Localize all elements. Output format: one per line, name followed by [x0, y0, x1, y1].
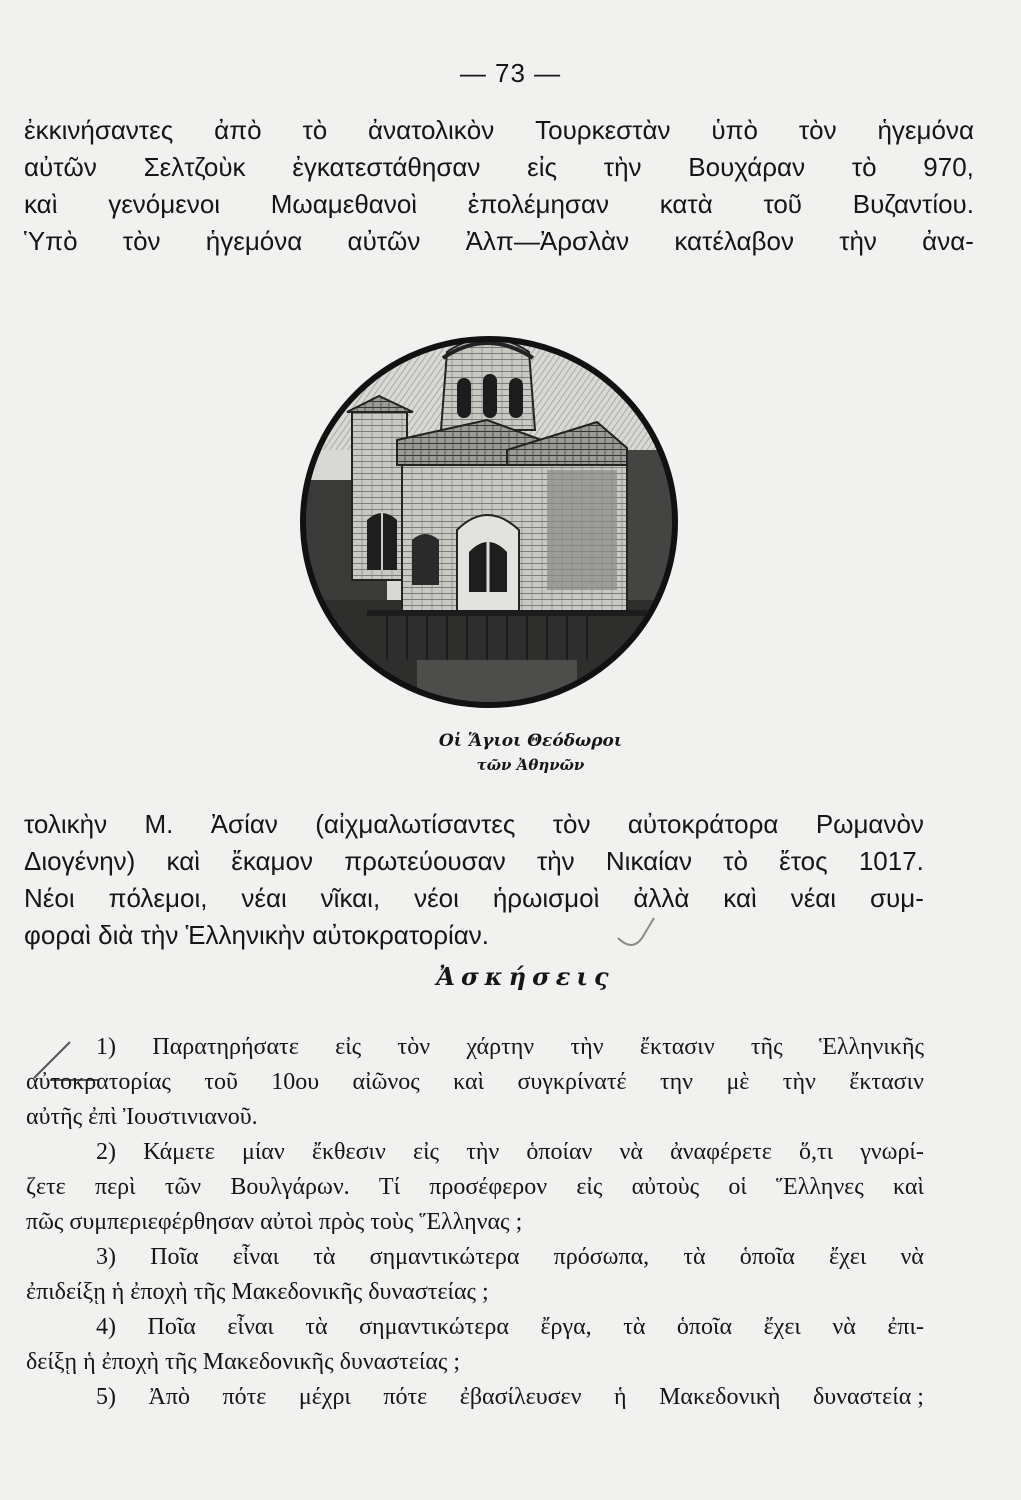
- word: τὸ: [851, 152, 877, 182]
- word: Μωαμεθανοὶ: [270, 189, 418, 219]
- word: τὸ: [302, 115, 328, 145]
- word: δυναστεία ;: [812, 1384, 924, 1410]
- word: 970,: [923, 152, 974, 182]
- word: αὐτοὺς: [631, 1174, 700, 1200]
- text-line: [24, 186, 974, 223]
- word: ζετε: [26, 1174, 66, 1200]
- word: Νέοι: [24, 883, 75, 913]
- word: σημαντικώτερα: [369, 1244, 520, 1270]
- word: ἀναφέρετε: [670, 1139, 772, 1165]
- text-line: [24, 223, 974, 260]
- word: ἡρωισμοὶ: [492, 883, 600, 913]
- word: ἀπὸ: [214, 115, 262, 145]
- word: ἔκθεσιν: [311, 1139, 386, 1165]
- word: τὸν: [798, 115, 837, 145]
- word: τοῦ: [204, 1069, 238, 1095]
- word: χάρτην: [466, 1034, 535, 1060]
- word: εἰς: [576, 1174, 603, 1200]
- word: αὐτοκράτορα: [627, 809, 779, 839]
- word: συγκρίνατέ: [517, 1069, 627, 1095]
- word: κατέλαβον: [674, 226, 794, 256]
- word: καὶ: [892, 1174, 924, 1200]
- word: 5): [96, 1384, 116, 1410]
- word: τὰ: [305, 1314, 328, 1340]
- word: Ἀπὸ: [148, 1384, 190, 1410]
- word: ἡ: [614, 1384, 627, 1410]
- word: Τί: [378, 1174, 401, 1200]
- word: συμ-: [870, 883, 924, 913]
- word: καὶ: [166, 846, 201, 876]
- word: τῆς: [750, 1034, 783, 1060]
- word: σημαντικώτερα: [359, 1314, 509, 1340]
- word: εἰς: [413, 1139, 440, 1165]
- word: δείξῃ ἡ ἐποχὴ τῆς Μακεδονικῆς δυναστείας ;: [26, 1349, 461, 1375]
- word: τὴν: [466, 1139, 500, 1165]
- word: Σελτζοὺκ: [143, 152, 246, 182]
- word: ὁποῖα: [676, 1314, 733, 1340]
- word: νέαι: [241, 883, 287, 913]
- word: μίαν: [241, 1139, 285, 1165]
- word: αὐτοκρατορίας: [26, 1069, 171, 1095]
- exercises-title: Ἀσκήσεις: [436, 962, 615, 991]
- word: τὸν: [397, 1034, 431, 1060]
- text-line: [24, 149, 974, 186]
- word: ἡγεμόνα: [877, 115, 974, 145]
- word: εἶναι: [227, 1314, 274, 1340]
- word: ὁποίαν: [526, 1139, 593, 1165]
- caption-line-1: Οἱ Ἅγιοι Θεόδωροι: [438, 731, 623, 751]
- word: νὰ: [619, 1139, 643, 1165]
- word: Τουρκεστὰν: [535, 115, 671, 145]
- word: Ὑπὸ: [24, 226, 78, 256]
- word: τὰ: [623, 1314, 646, 1340]
- word: Ποῖα: [150, 1244, 199, 1270]
- text-line: [24, 806, 924, 843]
- word: τοῦ: [763, 189, 803, 219]
- word: ὅ,τι: [798, 1139, 834, 1165]
- exercise-line: [26, 1135, 924, 1170]
- word: τὸν: [552, 809, 591, 839]
- word: Βουχάραν: [688, 152, 806, 182]
- word: πότε: [383, 1384, 428, 1410]
- exercise-line: [26, 1240, 924, 1275]
- figure-caption: [0, 728, 1021, 776]
- word: καὶ: [24, 189, 58, 219]
- word: Διογένην): [24, 846, 136, 876]
- exercise-line: [26, 1345, 924, 1380]
- word: κατὰ: [659, 189, 713, 219]
- word: Μ.: [144, 809, 174, 839]
- word: ἔτος: [779, 846, 828, 876]
- word: Ρωμανὸν: [815, 809, 924, 839]
- word: (αἰχμαλωτίσαντες: [315, 809, 516, 839]
- exercise-line: [26, 1065, 924, 1100]
- word: καὶ: [453, 1069, 485, 1095]
- word: τὴν: [536, 846, 575, 876]
- word: ἐγκατεστάθησαν: [292, 152, 481, 182]
- church-illustration: [297, 330, 682, 715]
- word: Κάμετε: [143, 1139, 215, 1165]
- word: ἀλλὰ: [633, 883, 690, 913]
- exercises-list: [26, 1030, 924, 1415]
- word: ἔχει: [763, 1314, 801, 1340]
- word: πρωτεύουσαν: [344, 846, 506, 876]
- word: πότε: [222, 1384, 267, 1410]
- word: 10ου: [271, 1069, 320, 1095]
- exercise-line: [26, 1030, 924, 1065]
- word: τὴν: [839, 226, 877, 256]
- word: ἔχει: [829, 1244, 867, 1270]
- word: φοραὶ διὰ τὴν Ἑλληνικὴν αὐτοκρατορίαν.: [24, 920, 490, 950]
- word: τὴν: [570, 1034, 604, 1060]
- word: εἰς: [335, 1034, 362, 1060]
- word: 4): [96, 1314, 116, 1340]
- word: γνωρί-: [860, 1139, 924, 1165]
- word: ἐπολέμησαν: [467, 189, 610, 219]
- word: τὸ: [723, 846, 748, 876]
- word: αἰῶνος: [352, 1069, 420, 1095]
- word: ἀνατολικὸν: [368, 115, 495, 145]
- word: τὴν: [782, 1069, 816, 1095]
- word: ὑπὸ: [711, 115, 758, 145]
- continuation-paragraph: [24, 806, 924, 954]
- word: 3): [96, 1244, 116, 1270]
- word: ἔκτασιν: [849, 1069, 924, 1095]
- word: εἰς: [527, 152, 558, 182]
- word: ἐκκινήσαντες: [24, 115, 174, 145]
- word: ἐβασίλευσεν: [459, 1384, 582, 1410]
- word: Ποῖα: [147, 1314, 196, 1340]
- exercise-line: [26, 1380, 924, 1415]
- word: Ἀλπ—Ἀρσλὰν: [465, 226, 630, 256]
- word: ἔκαμον: [231, 846, 313, 876]
- exercise-line: [26, 1205, 924, 1240]
- word: νὰ: [900, 1244, 924, 1270]
- word: τὰ: [313, 1244, 336, 1270]
- word: ἐπιδείξῃ ἡ ἐποχὴ τῆς Μακεδονικῆς δυναστείας ;: [26, 1279, 489, 1305]
- word: τὰ: [683, 1244, 706, 1270]
- word: νὰ: [832, 1314, 856, 1340]
- word: ἐπι-: [887, 1314, 924, 1340]
- word: ἔργα,: [540, 1314, 592, 1340]
- exercise-line: [26, 1275, 924, 1310]
- text-line: [24, 880, 924, 917]
- word: αὐτῶν: [24, 152, 97, 182]
- word: νέοι: [414, 883, 459, 913]
- word: Ἑλληνικῆς: [818, 1034, 924, 1060]
- word: Βουλγάρων.: [230, 1174, 350, 1200]
- word: πόλεμοι,: [108, 883, 208, 913]
- text-line: [24, 112, 974, 149]
- exercise-line: [26, 1100, 924, 1135]
- word: 2): [96, 1139, 116, 1165]
- word: Μακεδονικὴ: [659, 1384, 781, 1410]
- intro-paragraph: [24, 112, 974, 260]
- word: Νικαίαν: [605, 846, 692, 876]
- word: Βυζαντίου.: [852, 189, 974, 219]
- word: νῖκαι,: [320, 883, 381, 913]
- page-number: — 73 —: [459, 58, 562, 88]
- word: γενόμενοι: [108, 189, 221, 219]
- word: 1017.: [858, 846, 924, 876]
- text-line: [24, 917, 924, 954]
- word: ἡγεμόνα: [205, 226, 303, 256]
- word: πῶς συμπεριεφέρθησαν αὐτοὶ πρὸς τοὺς Ἕλληνας ;: [26, 1209, 523, 1235]
- exercise-line: [26, 1170, 924, 1205]
- text-line: [24, 843, 924, 880]
- church-drawing: [297, 330, 682, 715]
- word: τῶν: [164, 1174, 202, 1200]
- word: αὐτῆς ἐπὶ Ἰουστινιανοῦ.: [26, 1104, 258, 1130]
- word: πρόσωπα,: [553, 1244, 650, 1270]
- word: τολικὴν: [24, 809, 108, 839]
- word: μέχρι: [298, 1384, 351, 1410]
- word: ἀνα-: [922, 226, 974, 256]
- word: τὴν: [603, 152, 642, 182]
- word: ὁποῖα: [739, 1244, 795, 1270]
- word: οἱ: [728, 1174, 747, 1200]
- word: 1): [96, 1034, 116, 1060]
- word: την: [659, 1069, 694, 1095]
- word: τὸν: [122, 226, 161, 256]
- word: Ἀσίαν: [210, 809, 278, 839]
- word: καὶ: [723, 883, 757, 913]
- word: προσέφερον: [429, 1174, 548, 1200]
- word: Ἕλληνες: [776, 1174, 864, 1200]
- pencil-mark: [612, 914, 662, 954]
- word: ἔκτασιν: [639, 1034, 715, 1060]
- word: εἶναι: [232, 1244, 280, 1270]
- word: νέαι: [790, 883, 837, 913]
- exercise-line: [26, 1310, 924, 1345]
- word: μὲ: [726, 1069, 750, 1095]
- caption-line-2: τῶν Ἀθηνῶν: [476, 756, 585, 774]
- word: Παρατηρήσατε: [152, 1034, 299, 1060]
- word: αὐτῶν: [347, 226, 421, 256]
- word: περὶ: [94, 1174, 136, 1200]
